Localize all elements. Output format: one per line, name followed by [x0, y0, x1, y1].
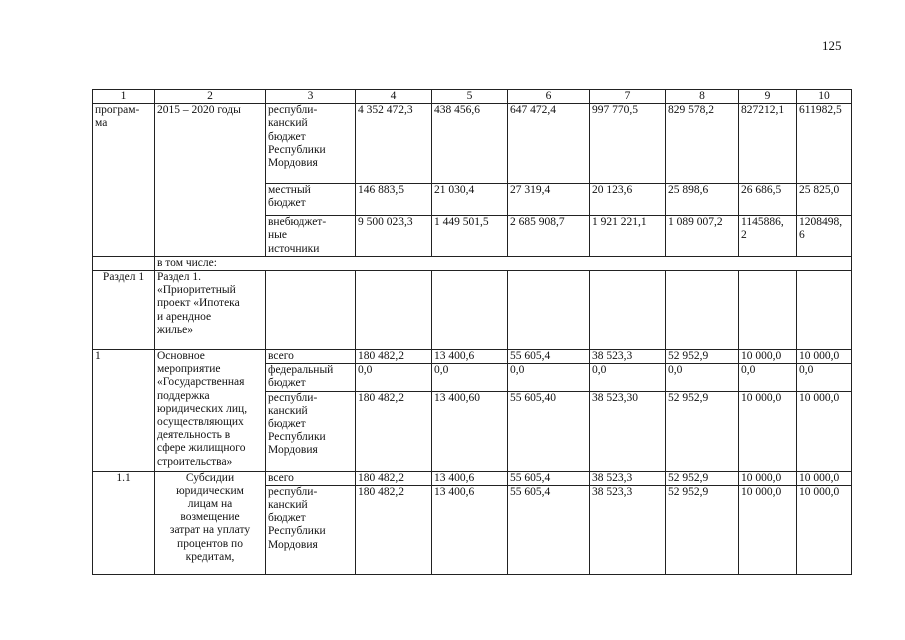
- value-cell: 10 000,0: [797, 350, 852, 364]
- value-cell: 20 123,6: [590, 184, 666, 216]
- value-cell: 9 500 023,3: [356, 216, 432, 257]
- value-cell: 55 605,40: [508, 391, 590, 471]
- value-cell: 26 686,5: [739, 184, 797, 216]
- measure-title: Основное мероприятие «Государственная поддержка юридических лиц, осуществляющих деятельность в сфере жилищного строительства»: [155, 350, 266, 472]
- header-cell: 5: [432, 90, 508, 104]
- value-cell: 1 089 007,2: [666, 216, 739, 257]
- funding-source: местный бюджет: [266, 184, 356, 216]
- measure-title: Субсидии юридическим лицам на возмещение затрат на уплату процентов по кредитам,: [155, 471, 266, 574]
- value-cell: 52 952,9: [666, 485, 739, 574]
- empty-cell: [797, 271, 852, 350]
- value-cell: 25 825,0: [797, 184, 852, 216]
- empty-cell: [93, 256, 155, 270]
- value-cell: 10 000,0: [739, 485, 797, 574]
- funding-source: республи- канский бюджет Республики Мордовия: [266, 104, 356, 184]
- value-cell: 21 030,4: [432, 184, 508, 216]
- header-cell: 9: [739, 90, 797, 104]
- value-cell: 38 523,3: [590, 471, 666, 485]
- value-cell: 0,0: [590, 364, 666, 391]
- value-cell: 13 400,6: [432, 350, 508, 364]
- page-number: 125: [822, 38, 842, 53]
- value-cell: 829 578,2: [666, 104, 739, 184]
- budget-table: [92, 89, 852, 575]
- value-cell: 180 482,2: [356, 391, 432, 471]
- header-cell: 4: [356, 90, 432, 104]
- row-label: 1.1: [93, 471, 155, 574]
- row-label: 1: [93, 350, 155, 472]
- table-row: [93, 350, 852, 364]
- value-cell: 611982,5: [797, 104, 852, 184]
- header-cell: 6: [508, 90, 590, 104]
- empty-cell: [432, 271, 508, 350]
- value-cell: 52 952,9: [666, 391, 739, 471]
- value-cell: 10 000,0: [797, 471, 852, 485]
- funding-source: республи- канский бюджет Республики Мордовия: [266, 485, 356, 574]
- funding-source: федеральный бюджет: [266, 364, 356, 391]
- value-cell: 1208498, 6: [797, 216, 852, 257]
- value-cell: 647 472,4: [508, 104, 590, 184]
- value-cell: 180 482,2: [356, 471, 432, 485]
- value-cell: 25 898,6: [666, 184, 739, 216]
- empty-cell: [666, 271, 739, 350]
- header-cell: 7: [590, 90, 666, 104]
- value-cell: 10 000,0: [739, 471, 797, 485]
- value-cell: 0,0: [797, 364, 852, 391]
- value-cell: 55 605,4: [508, 485, 590, 574]
- empty-cell: [356, 271, 432, 350]
- value-cell: 0,0: [356, 364, 432, 391]
- row-label: програм- ма: [93, 104, 155, 257]
- value-cell: 10 000,0: [797, 485, 852, 574]
- table-row: [93, 104, 852, 184]
- funding-source: всего: [266, 350, 356, 364]
- header-cell: 1: [93, 90, 155, 104]
- value-cell: 38 523,30: [590, 391, 666, 471]
- value-cell: 0,0: [508, 364, 590, 391]
- empty-cell: [739, 271, 797, 350]
- value-cell: 4 352 472,3: [356, 104, 432, 184]
- header-cell: 3: [266, 90, 356, 104]
- value-cell: 180 482,2: [356, 485, 432, 574]
- value-cell: 13 400,6: [432, 471, 508, 485]
- value-cell: 2 685 908,7: [508, 216, 590, 257]
- value-cell: 180 482,2: [356, 350, 432, 364]
- period-cell: 2015 – 2020 годы: [155, 104, 266, 257]
- value-cell: 10 000,0: [797, 391, 852, 471]
- value-cell: 55 605,4: [508, 471, 590, 485]
- table-row: [93, 471, 852, 485]
- empty-cell: [590, 271, 666, 350]
- value-cell: 1145886, 2: [739, 216, 797, 257]
- value-cell: 52 952,9: [666, 350, 739, 364]
- value-cell: 38 523,3: [590, 350, 666, 364]
- value-cell: 38 523,3: [590, 485, 666, 574]
- empty-cell: [266, 271, 356, 350]
- value-cell: 0,0: [739, 364, 797, 391]
- header-row: [93, 90, 852, 104]
- section-title: Раздел 1. «Приоритетный проект «Ипотека и арендное жилье»: [155, 271, 266, 350]
- empty-cell: [508, 271, 590, 350]
- header-cell: 8: [666, 90, 739, 104]
- value-cell: 1 449 501,5: [432, 216, 508, 257]
- value-cell: 10 000,0: [739, 350, 797, 364]
- row-label: Раздел 1: [93, 271, 155, 350]
- value-cell: 0,0: [666, 364, 739, 391]
- value-cell: 13 400,6: [432, 485, 508, 574]
- value-cell: 1 921 221,1: [590, 216, 666, 257]
- funding-source: республи- канский бюджет Республики Мордовия: [266, 391, 356, 471]
- value-cell: 13 400,60: [432, 391, 508, 471]
- including-label: в том числе:: [155, 256, 852, 270]
- header-cell: 2: [155, 90, 266, 104]
- table-row: [93, 271, 852, 350]
- value-cell: 0,0: [432, 364, 508, 391]
- table-row: [93, 256, 852, 270]
- value-cell: 27 319,4: [508, 184, 590, 216]
- funding-source: внебюджет- ные источники: [266, 216, 356, 257]
- value-cell: 52 952,9: [666, 471, 739, 485]
- value-cell: 997 770,5: [590, 104, 666, 184]
- value-cell: 55 605,4: [508, 350, 590, 364]
- header-cell: 10: [797, 90, 852, 104]
- value-cell: 827212,1: [739, 104, 797, 184]
- funding-source: всего: [266, 471, 356, 485]
- value-cell: 438 456,6: [432, 104, 508, 184]
- value-cell: 146 883,5: [356, 184, 432, 216]
- value-cell: 10 000,0: [739, 391, 797, 471]
